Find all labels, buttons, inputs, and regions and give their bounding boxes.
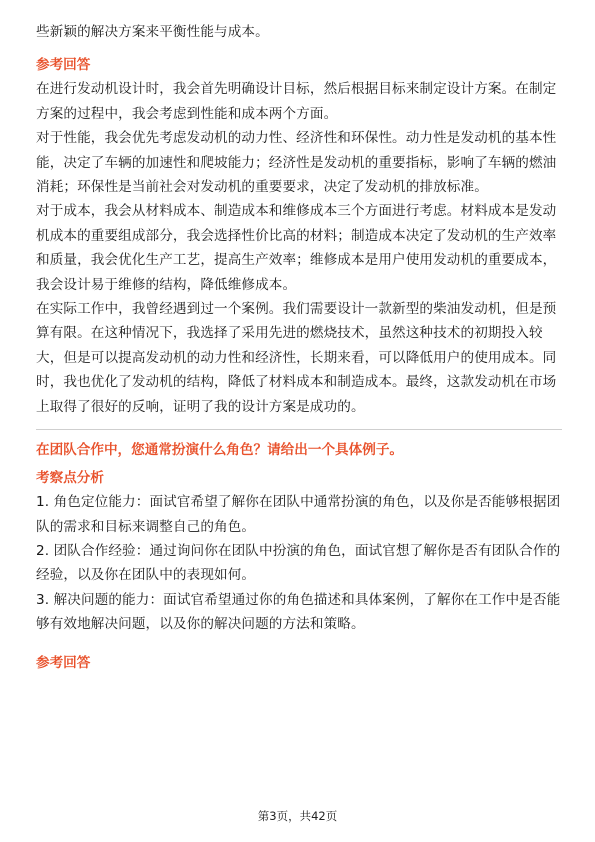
analysis-item: 2. 团队合作经验：通过询问你在团队中扮演的角色，面试官想了解你是否有团队合作的经验，以及你在团队中的表现如何。	[36, 542, 561, 584]
answer-paragraph: 在进行发动机设计时，我会首先明确设计目标，然后根据目标来制定设计方案。在制定方案的过程中，我会考虑到性能和成本两个方面。	[36, 81, 557, 122]
intro-tail-text: 些新颖的解决方案来平衡性能与成本。	[36, 24, 269, 40]
reference-answer-label: 参考回答	[36, 654, 91, 671]
analysis-item: 3. 解决问题的能力：面试官希望通过你的角色描述和具体案例，了解你在工作中是否能够有效地解决问题，以及你的解决问题的方法和策略。	[36, 591, 561, 633]
analysis-label: 考察点分析	[36, 470, 104, 487]
page-number-footer: 第3页，共42页	[257, 809, 338, 823]
answer-paragraph: 对于成本，我会从材料成本、制造成本和维修成本三个方面进行考虑。材料成本是发动机成本的重要组成部分，我会选择性价比高的材料；制造成本决定了发动机的生产效率和质量，我会优化生产工艺，提高生产效率；维修成本是用户使用发动机的重要成本，我会设计易于维修的结构，降低维修成本。	[36, 203, 557, 293]
question-title: 在团队合作中，您通常扮演什么角色？请给出一个具体例子。	[36, 442, 404, 459]
answer-paragraph: 在实际工作中，我曾经遇到过一个案例。我们需要设计一款新型的柴油发动机，但是预算有限。在这种情况下，我选择了采用先进的燃烧技术，虽然这种技术的初期投入较大，但是可以提高发动机的动力性和经济性，长期来看，可以降低用户的使用成本。同时，我也优化了发动机的结构，降低了材料成本和制造成本。最终，这款发动机在市场上取得了很好的反响，证明了我的设计方案是成功的。	[36, 301, 557, 415]
reference-answer-label: 参考回答	[36, 57, 91, 74]
page-content	[36, 20, 562, 675]
answer-paragraph: 对于性能，我会优先考虑发动机的动力性、经济性和环保性。动力性是发动机的基本性能，决定了车辆的加速性和爬坡能力；经济性是发动机的重要指标，影响了车辆的燃油消耗；环保性是当前社会对发动机的重要要求，决定了发动机的排放标准。	[36, 130, 557, 196]
analysis-item: 1. 角色定位能力：面试官希望了解你在团队中通常扮演的角色，以及你是否能够根据团队的需求和目标来调整自己的角色。	[36, 494, 561, 535]
section-divider	[36, 429, 562, 430]
